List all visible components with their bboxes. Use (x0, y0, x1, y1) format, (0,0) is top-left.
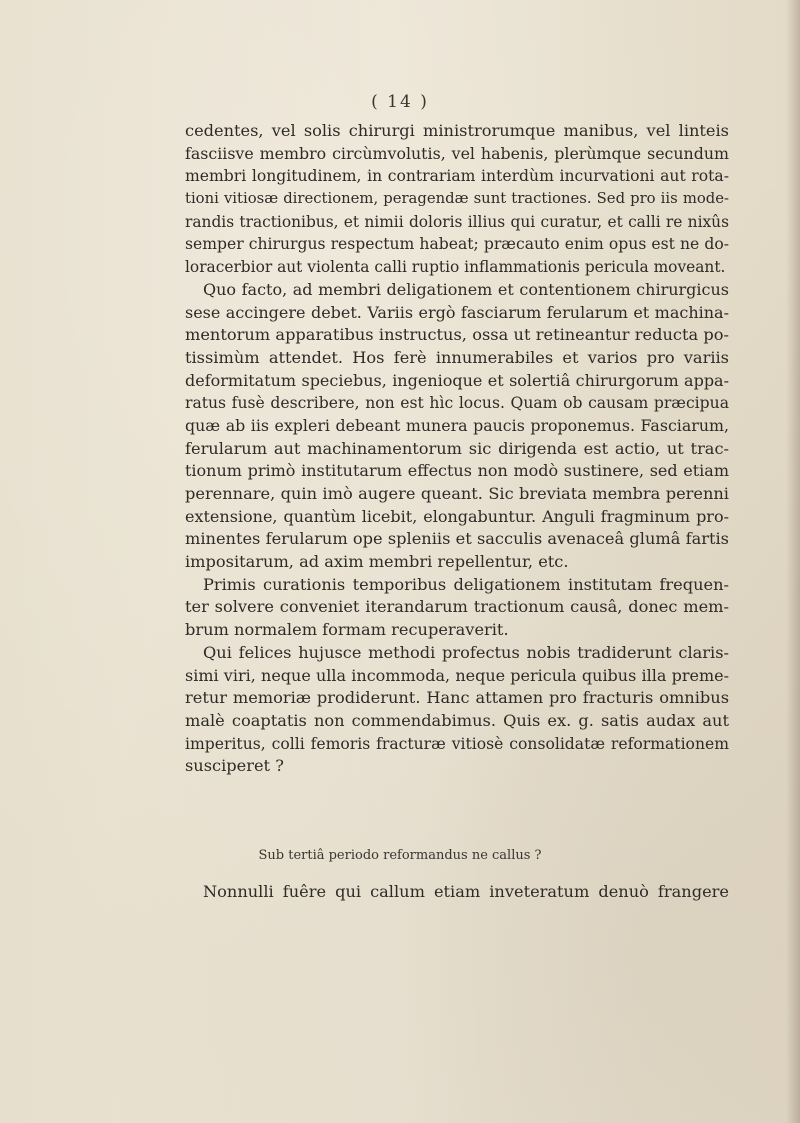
text-line: tissimùm attendet. Hos ferè innumerabiles et varios pro variis (185, 347, 729, 367)
text-line: fasciisve membro circùmvolutis, vel habenis, plerùmque secundum (185, 143, 729, 163)
paragraph-start-line: Quo facto, ad membri deligationem et contentionem chirurgicus (203, 279, 729, 299)
text-line: susciperet ? (185, 756, 284, 776)
text-line: imperitus, colli femoris fracturæ vitiosè consolidatæ reformationem (185, 734, 729, 753)
text-line: deformitatum speciebus, ingenioque et solertiâ chirurgorum appa- (185, 370, 729, 390)
text-line: cedentes, vel solis chirurgi ministrorumque manibus, vel linteis (185, 121, 729, 140)
text-line: loracerbior aut violenta calli ruptio inflammationis pericula moveant. (185, 258, 726, 277)
text-line: ferularum aut machinamentorum sic dirigenda est actio, ut trac- (185, 438, 729, 458)
text-line: semper chirurgus respectum habeat; præcauto enim opus est ne do- (185, 235, 729, 254)
text-line: perennare, quin imò augere queant. Sic breviata membra perenni (185, 484, 729, 503)
text-line: membri longitudinem, in contrariam interdùm incurvationi aut rota- (185, 167, 729, 186)
text-line: quæ ab iis expleri debeant munera paucis proponemus. Fasciarum, (185, 415, 729, 435)
text-line: brum normalem formam recuperaverit. (185, 620, 509, 640)
text-line: simi viri, neque ulla incommoda, neque pericula quibus illa preme- (185, 665, 729, 685)
page-edge-shadow (786, 0, 800, 1123)
text-line: extensione, quantùm licebit, elongabuntur. Anguli fragminum pro- (185, 506, 729, 526)
paragraph-start-line: Nonnulli fuêre qui callum etiam inveteratum denuò frangere (203, 882, 729, 901)
section-heading: Sub tertiâ periodo reformandus ne callus ? (258, 848, 542, 863)
text-line: mentorum apparatibus instructus, ossa ut retineantur reducta po- (185, 325, 729, 345)
text-line: tioni vitiosæ directionem, peragendæ sunt tractiones. Sed pro iis mode- (185, 190, 729, 208)
text-line: malè coaptatis non commendabimus. Quis ex. g. satis audax aut (185, 710, 729, 730)
text-line: randis tractionibus, et nimii doloris illius qui curatur, et calli re nixûs (185, 212, 729, 231)
text-line: ratus fusè describere, non est hìc locus. Quam ob causam præcipua (185, 394, 729, 413)
text-line: minentes ferularum ope spleniis et sacculis avenaceâ glumâ fartis (185, 529, 729, 549)
text-line: tionum primò institutarum effectus non modò sustinere, sed etiam (185, 461, 729, 481)
paragraph-start-line: Primis curationis temporibus deligationem institutam frequen- (203, 574, 729, 594)
body-text-continued (185, 881, 729, 904)
text-line: retur memoriæ prodiderunt. Hanc attamen pro fracturis omnibus (185, 688, 729, 708)
body-text (185, 120, 729, 778)
page-number: ( 14 ) (371, 92, 429, 112)
paragraph-start-line: Qui felices hujusce methodi profectus nobis tradiderunt claris- (203, 642, 729, 662)
text-line: sese accingere debet. Variis ergò fasciarum ferularum et machina- (185, 302, 729, 322)
text-line: impositarum, ad axim membri repellentur, etc. (185, 552, 569, 572)
text-line: ter solvere conveniet iterandarum tractionum causâ, donec mem- (185, 597, 729, 617)
